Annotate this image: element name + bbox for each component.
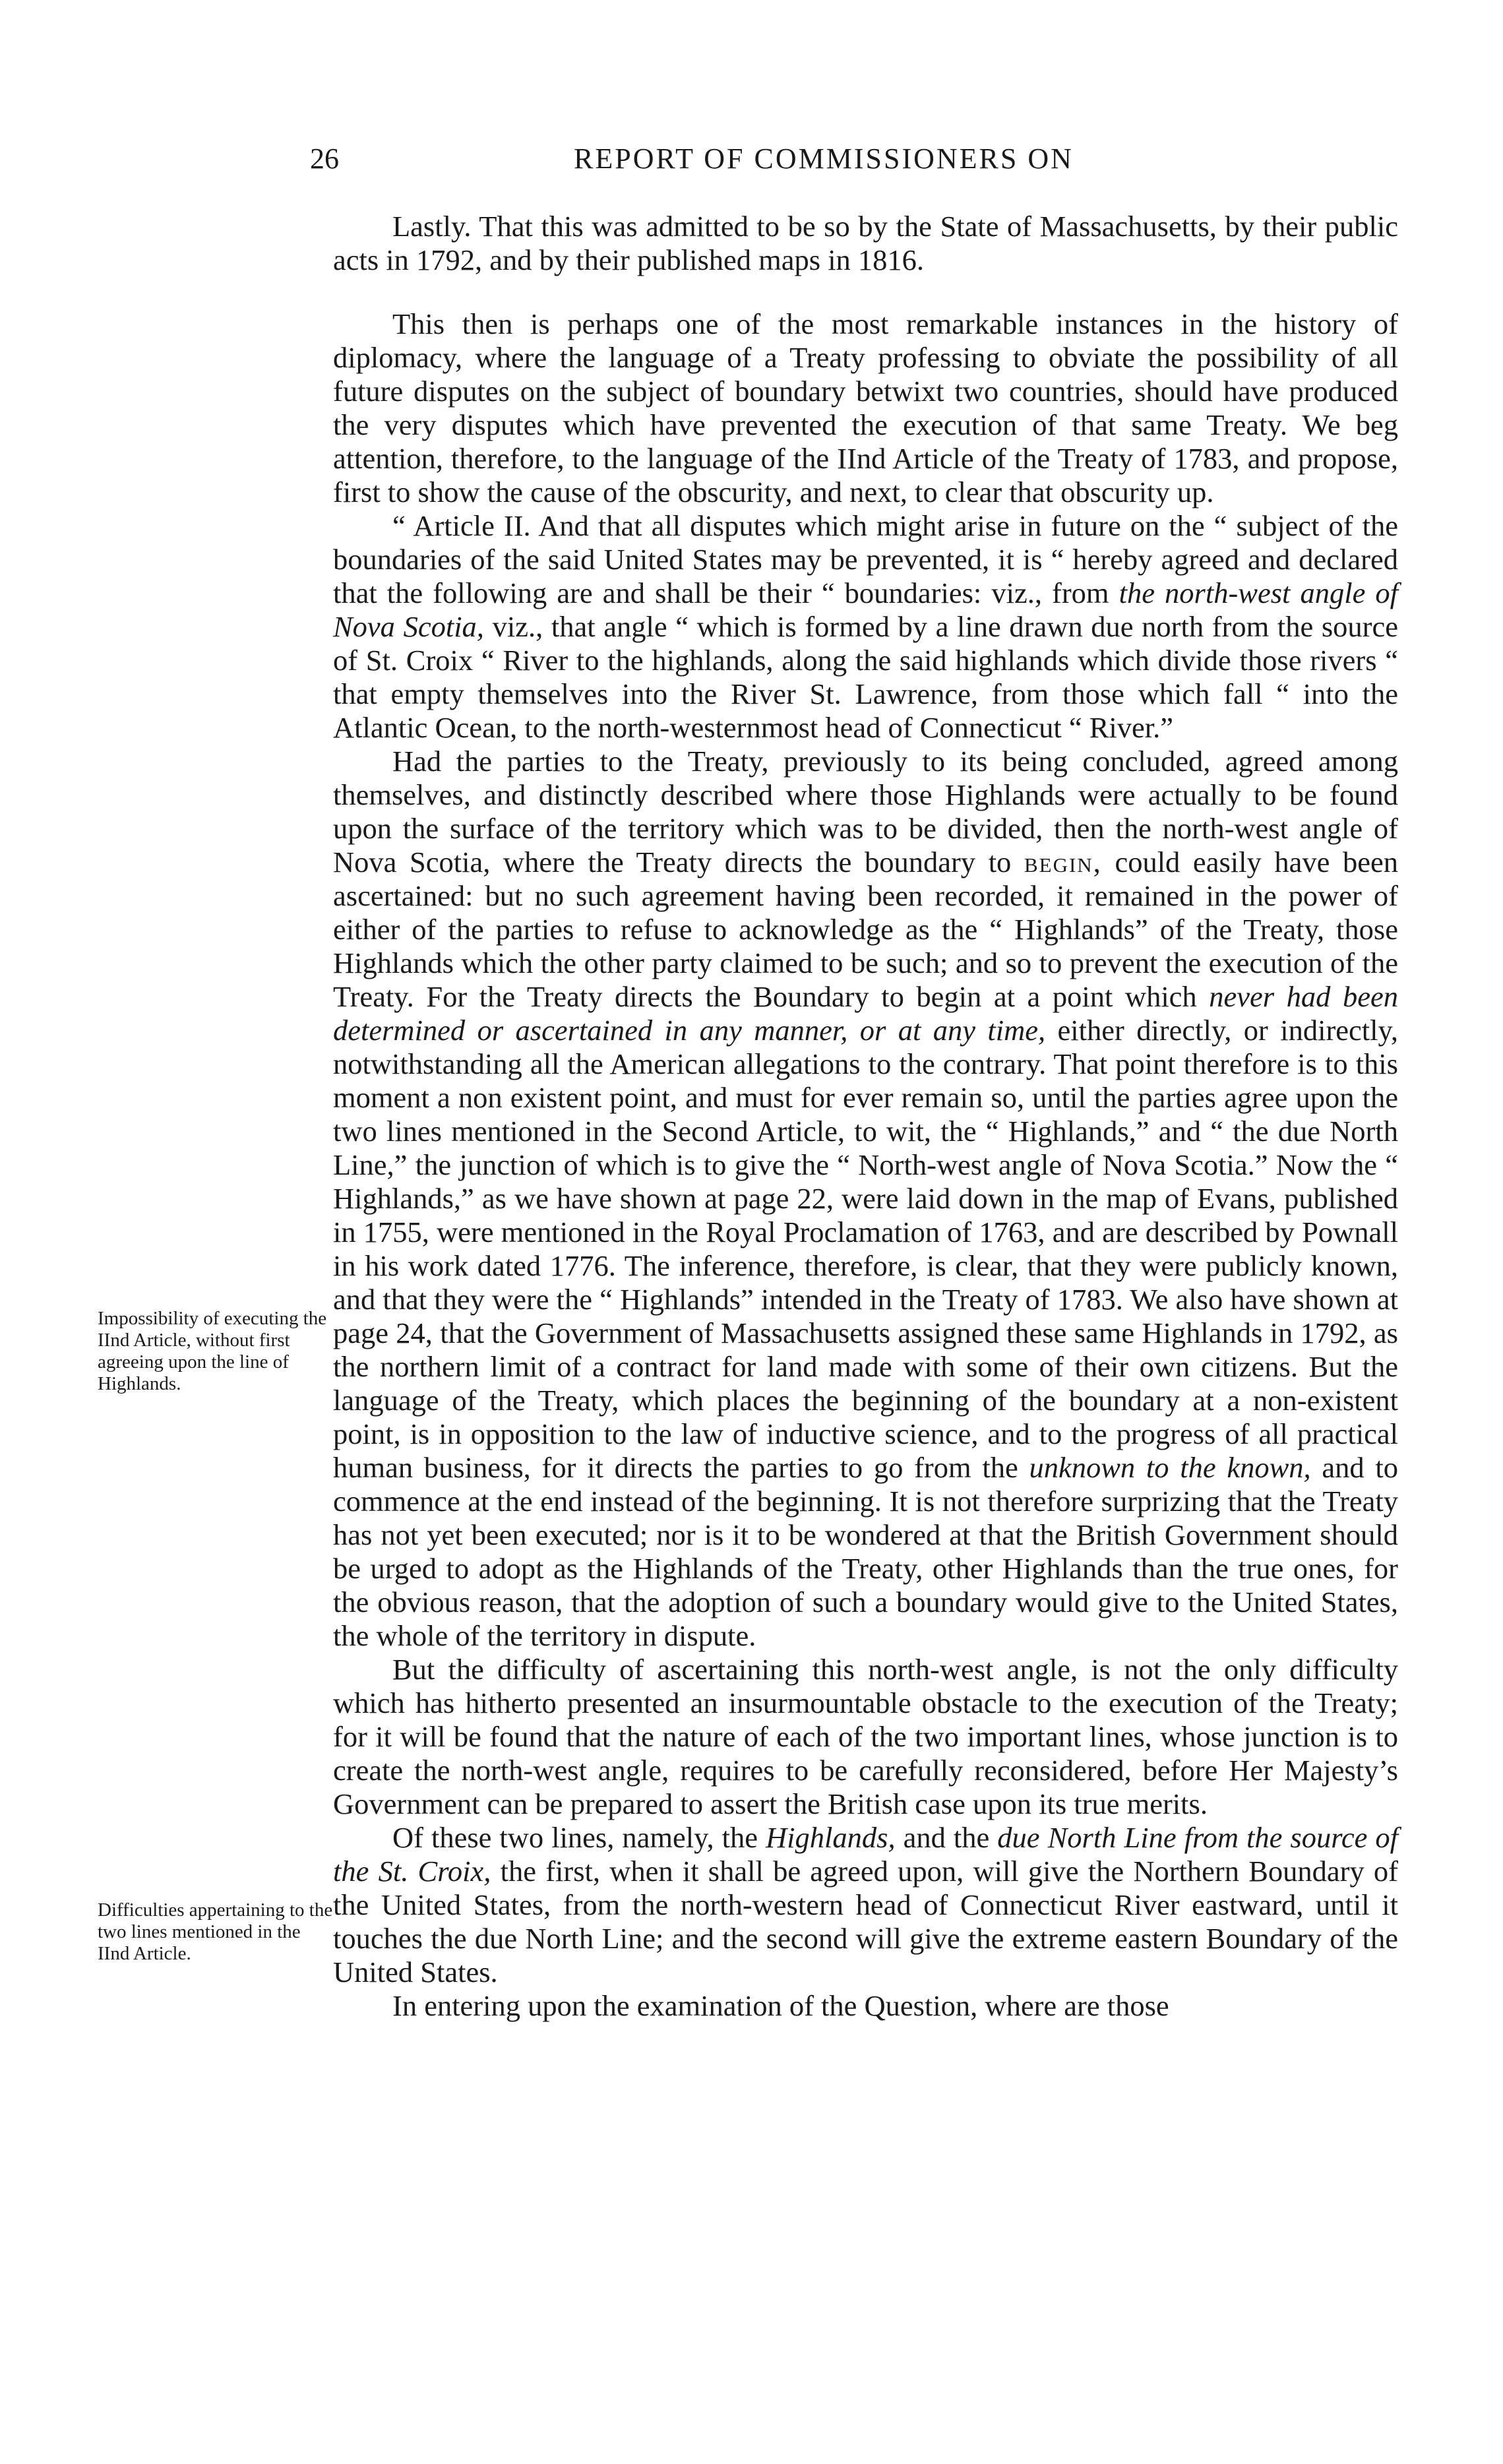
text-6c: and the [903, 1821, 990, 1854]
text-6b-italic: Highlands, [766, 1821, 896, 1854]
text-begin: begin, [1024, 846, 1102, 878]
paragraph-article-quote [333, 509, 1398, 745]
paragraph-lastly: Lastly. That this was admitted to be so by the State of Massachusetts, by their public acts in 1792, and by their published maps in 1816. [333, 210, 1398, 276]
quote-text-1: “ Article II. And that all disputes which might arise in future on the “ subject of the boundaries of the said United States may be prevented, it is “ hereby agreed and declared that the following are and shall be their “ boundaries: viz., from [333, 509, 1398, 609]
text-4e: either directly, or indirectly, notwithstanding all the American allegations to the contrary. That point therefore is to this moment a non existent point, and must for ever remain so, until the parties agree upon the two lines mentioned in the Second Article, to wit, the “ Highlands,” and “ the due North Line,” the junction of which is to give the “ North-west angle of Nova Scotia.” Now the “ Highlands,” as we have shown at page 22, were laid down in the map of Evans, published in 1755, were mentioned in the Royal Proclamation of 1763, and are described by Pownall in his work dated 1776. The inference, therefore, is clear, that they were publicly known, and that they were the “ Highlands” intended in the Treaty of 1783. We also have shown at page 24, that the Government of Massachusetts assigned these same Highlands in 1792, as the northern limit of a contract for land made with some of their own citizens. But the language of the Treaty, which places the beginning of the boundary at a non-existent point, is in opposition to the law of inductive science, and to the progress of all practical human business, for it directs the parties to go from the [333, 1014, 1398, 1484]
text-4f-italic: unknown to the known, [1029, 1451, 1311, 1484]
quote-text-2: viz., that angle “ which is formed by a line drawn due north from the source of St. Croix “ River to the highlands, along the said highlands which divide those rivers “ that empty themselves into the River St. Lawrence, from those which fall “ into the Atlantic Ocean, to the north-westernmost head of Connecticut “ River.” [333, 610, 1399, 744]
running-head: REPORT OF COMMISSIONERS ON [574, 142, 1074, 175]
quote-italic: the north-west angle of Nova Scotia, [333, 576, 1398, 643]
text-6d-italic: due North Line from the source of the St. Croix, [333, 1821, 1399, 1888]
body-text [333, 210, 1398, 2023]
text-6e: the first, when it shall be agreed upon, will give the Northern Boundary of the United States, from the north-western head of Connecticut River eastward, until it touches the due North Line; and the second will give the extreme eastern Boundary of the United States. [333, 1855, 1398, 1988]
page-number: 26 [310, 142, 339, 175]
paragraph-two-lines [333, 1821, 1398, 1989]
paragraph-had-the-parties [333, 745, 1398, 1653]
text-4a: Had the parties to the Treaty, previously to its being concluded, agreed among themselves, and distinctly described where those Highlands were actually to be found upon the surface of the territory which was to be divided, then the north-west angle of Nova Scotia, where the Treaty directs the boundary to [333, 745, 1398, 878]
side-note-difficulties: Difficulties appertaining to the two lines mentioned in the IInd Article. [98, 1899, 333, 1964]
side-note-impossibility: Impossibility of executing the IInd Article, without first agreeing upon the line of Highlands. [98, 1308, 327, 1394]
text-4g: and to commence at the end instead of the beginning. It is not therefore surprizing that the Treaty has not yet been executed; nor is it to be wondered at that the British Government should be urged to adopt as the Highlands of the Treaty, other Highlands than the true ones, for the obvious reason, that the adoption of such a boundary would give to the United States, the whole of the territory in dispute. [333, 1451, 1399, 1652]
paragraph-entering: In entering upon the examination of the Question, where are those [392, 1989, 1169, 2022]
paragraph-diplomacy: This then is perhaps one of the most remarkable instances in the history of diplomacy, where the language of a Treaty professing to obviate the possibility of all future disputes on the subject of boundary betwixt two countries, should have produced the very disputes which have prevented the execution of that same Treaty. We beg attention, therefore, to the language of the IInd Article of the Treaty of 1783, and propose, first to show the cause of the obscurity, and next, to clear that obscurity up. [333, 307, 1398, 508]
text-4d-italic: never had been determined or ascertained in any manner, or at any time, [333, 980, 1398, 1047]
text-6a: Of these two lines, namely, the [392, 1821, 758, 1854]
text-4c: could easily have been ascertained: but no such agreement having been recorded, it remained in the power of either of the parties to refuse to acknowledge as the “ Highlands” of the Treaty, those Highlands which the other party claimed to be such; and so to prevent the execution of the Treaty. For the Treaty directs the Boundary to begin at a point which [333, 846, 1399, 1013]
paragraph-difficulty: But the difficulty of ascertaining this north-west angle, is not the only difficulty which has hitherto presented an insurmountable obstacle to the execution of the Treaty; for it will be found that the nature of each of the two important lines, whose junction is to create the north-west angle, requires to be carefully reconsidered, before Her Majesty’s Government can be prepared to assert the British case upon its true merits. [333, 1653, 1398, 1820]
